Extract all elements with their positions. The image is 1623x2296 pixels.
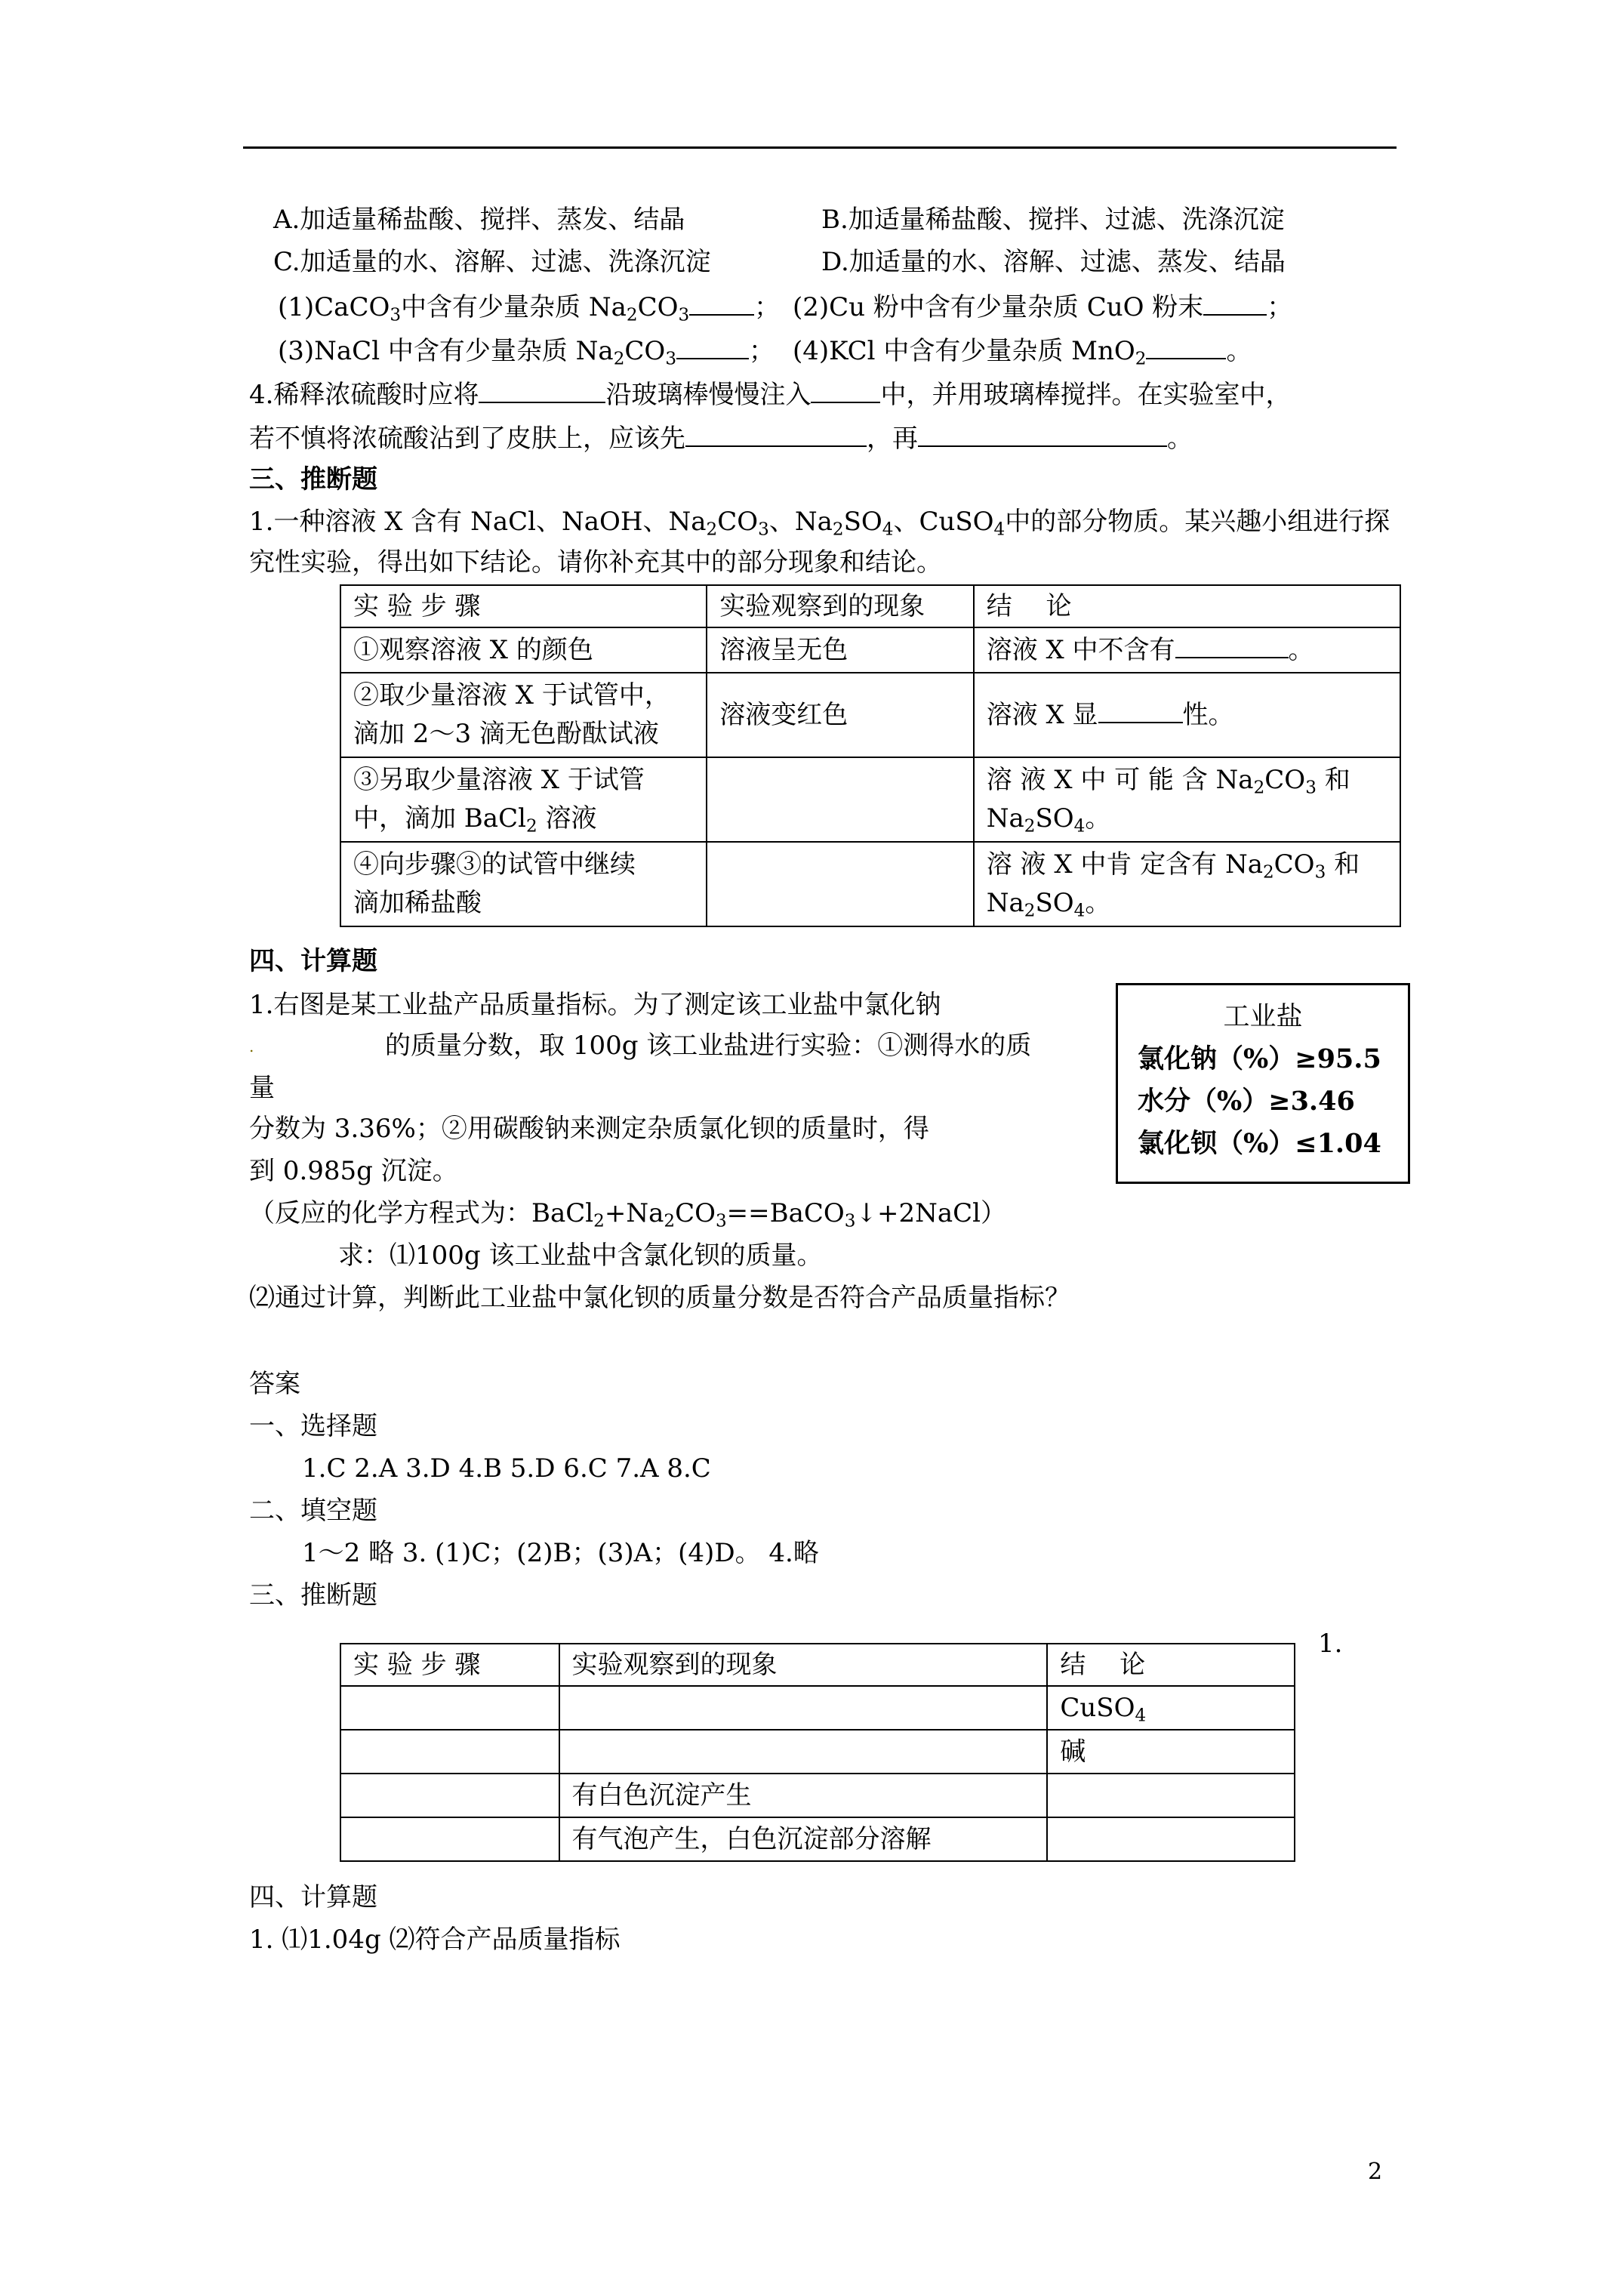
table-row xyxy=(340,1730,1295,1774)
answers-section-2-values: 1～2 略 3. (1)C；(2)B；(3)A；(4)D。 4.略 xyxy=(302,1538,819,1568)
table-cell: 溶液 X 中不含有 。 xyxy=(974,627,1400,673)
answers-section-1: 一、选择题 xyxy=(249,1411,377,1441)
table-cell: ③另取少量溶液 X 于试管 中，滴加 BaCl$_2$ 溶液 xyxy=(340,757,707,842)
table-cell: 溶液 X 显 性。 xyxy=(974,673,1400,757)
section-4-line-1: 1.右图是某工业盐产品质量指标。为了测定该工业盐中氯化钠 xyxy=(249,990,941,1020)
table-cell: ④向步骤③的试管中继续 滴加稀盐酸 xyxy=(340,842,707,926)
table-cell xyxy=(340,1686,559,1730)
table-row xyxy=(340,627,1400,673)
table-cell: 碱 xyxy=(1047,1730,1295,1774)
answer-blank[interactable] xyxy=(676,332,749,359)
page-number: 2 xyxy=(1368,2159,1383,2185)
table-row xyxy=(340,757,1400,842)
table-cell xyxy=(559,1730,1048,1774)
table-cell xyxy=(340,1774,559,1817)
answer-blank[interactable] xyxy=(1203,288,1267,316)
answer-blank[interactable] xyxy=(479,376,605,403)
table-header-cell: 实 验 步 骤 xyxy=(340,585,707,627)
section-4-question-1: 求：⑴100g 该工业盐中含氯化钡的质量。 xyxy=(338,1240,823,1271)
table-header-cell: 结 论 xyxy=(974,585,1400,627)
q3-item-3: (3)NaCl 中含有少量杂质 $Na_2CO_3$ ； xyxy=(278,332,775,370)
table-header-cell: 结 论 xyxy=(1047,1644,1295,1686)
table-header-row xyxy=(340,1644,1295,1686)
table-row xyxy=(340,1686,1295,1730)
answers-section-4-values: 1. ⑴1.04g ⑵符合产品质量指标 xyxy=(249,1925,621,1955)
stray-mark: . xyxy=(249,1037,254,1056)
spec-row: 氯化钠（%）≥95.5 xyxy=(1138,1043,1381,1074)
answer-blank[interactable] xyxy=(685,420,867,447)
answer-blank[interactable] xyxy=(1098,696,1183,723)
table-header-row xyxy=(340,585,1400,627)
section-4-title: 四、计算题 xyxy=(249,946,377,976)
table-cell: ②取少量溶液 X 于试管中， 滴加 2～3 滴无色酚酞试液 xyxy=(340,673,707,757)
q3-item-4: (4)KCl 中含有少量杂质 MnO$_2$ 。 xyxy=(793,332,1252,370)
q3-option-c: C.加适量的水、溶解、过滤、洗涤沉淀 xyxy=(273,247,711,277)
q3-option-b: B.加适量稀盐酸、搅拌、过滤、洗涤沉淀 xyxy=(821,205,1285,235)
experiment-table xyxy=(340,584,1401,927)
table-row xyxy=(340,1774,1295,1817)
table-cell xyxy=(340,1817,559,1861)
table-cell: 溶液呈无色 xyxy=(707,627,973,673)
table-cell: ①观察溶液 X 的颜色 xyxy=(340,627,707,673)
table-cell xyxy=(1047,1817,1295,1861)
q4-line-2: 若不慎将浓硫酸沾到了皮肤上，应该先 ，再 。 xyxy=(249,420,1193,458)
table-cell: 溶 液 X 中肯 定含有 $Na_2CO_3$ 和 $Na_2SO_4$。 xyxy=(974,842,1400,926)
table-row xyxy=(340,1817,1295,1861)
table-cell xyxy=(1047,1774,1295,1817)
section-4-line-4: 分数为 3.36%；②用碳酸钠来测定杂质氯化钡的质量时，得 xyxy=(249,1114,929,1144)
table-cell[interactable] xyxy=(707,842,973,926)
spec-title: 工业盐 xyxy=(1223,1002,1303,1032)
table-header-cell: 实验观察到的现象 xyxy=(559,1644,1048,1686)
answer-blank[interactable] xyxy=(811,376,880,403)
table-cell: 有白色沉淀产生 xyxy=(559,1774,1048,1817)
q3-option-d: D.加适量的水、溶解、过滤、蒸发、结晶 xyxy=(821,247,1286,277)
table-header-cell: 实验观察到的现象 xyxy=(707,585,973,627)
table-cell: 溶液变红色 xyxy=(707,673,973,757)
section-3-intro-2: 究性实验，得出如下结论。请你补充其中的部分现象和结论。 xyxy=(249,547,942,578)
table-cell: CuSO$_4$ xyxy=(1047,1686,1295,1730)
table-cell: 溶 液 X 中 可 能 含 $Na_2CO_3$ 和 $Na_2SO_4$。 xyxy=(974,757,1400,842)
q3-item-2: (2)Cu 粉中含有少量杂质 CuO 粉末 ； xyxy=(793,288,1292,326)
answers-title: 答案 xyxy=(249,1369,300,1399)
spec-row: 水分（%）≥3.46 xyxy=(1138,1086,1355,1117)
table-row xyxy=(340,842,1400,926)
table-row xyxy=(340,673,1400,757)
answer-table xyxy=(340,1643,1295,1862)
section-4-line-2: 的质量分数，取 100g 该工业盐进行实验：①测得水的质 xyxy=(385,1031,1032,1061)
section-4-equation: （反应的化学方程式为：$BaCl_2+Na_2CO_3==BaCO_3↓+2NaCl$） xyxy=(249,1198,1007,1231)
section-4-question-2: ⑵通过计算，判断此工业盐中氯化钡的质量分数是否符合产品质量指标？ xyxy=(249,1283,1070,1313)
product-spec-box xyxy=(1116,983,1410,1184)
answer-blank[interactable] xyxy=(918,420,1167,447)
section-3-title: 三、推断题 xyxy=(249,464,377,495)
answers-section-3: 三、推断题 xyxy=(249,1580,377,1610)
answers-section-3-marker: 1. xyxy=(1318,1629,1343,1659)
answers-section-1-values: 1.C 2.A 3.D 4.B 5.D 6.C 7.A 8.C xyxy=(302,1453,711,1484)
q4-line-1: 4.稀释浓硫酸时应将 沿玻璃棒慢慢注入 中，并用玻璃棒搅拌。在实验室中， xyxy=(249,376,1291,414)
answer-blank[interactable] xyxy=(689,288,754,316)
header-rule xyxy=(243,146,1397,149)
section-4-line-3: 量 xyxy=(249,1073,275,1103)
answer-blank[interactable] xyxy=(1175,631,1289,658)
q3-option-a: A.加适量稀盐酸、搅拌、蒸发、结晶 xyxy=(273,205,685,235)
spec-row: 氯化钡（%）≤1.04 xyxy=(1138,1128,1381,1159)
section-4-line-5: 到 0.985g 沉淀。 xyxy=(249,1156,458,1186)
table-cell[interactable] xyxy=(707,757,973,842)
q3-item-1: (1)CaCO$_3$中含有少量杂质 $Na_2CO_3$ ； xyxy=(278,288,780,326)
answer-blank[interactable] xyxy=(1146,332,1226,359)
section-3-intro-1: 1.一种溶液 X 含有 NaCl、NaOH、$Na_2CO_3$、$Na_2SO_4$、CuSO$_4$中的部分物质。某兴趣小组进行探 xyxy=(249,507,1390,540)
answers-section-4: 四、计算题 xyxy=(249,1882,377,1912)
table-cell xyxy=(340,1730,559,1774)
table-cell xyxy=(559,1686,1048,1730)
table-cell: 有气泡产生，白色沉淀部分溶解 xyxy=(559,1817,1048,1861)
answers-section-2: 二、填空题 xyxy=(249,1496,377,1526)
table-header-cell: 实 验 步 骤 xyxy=(340,1644,559,1686)
